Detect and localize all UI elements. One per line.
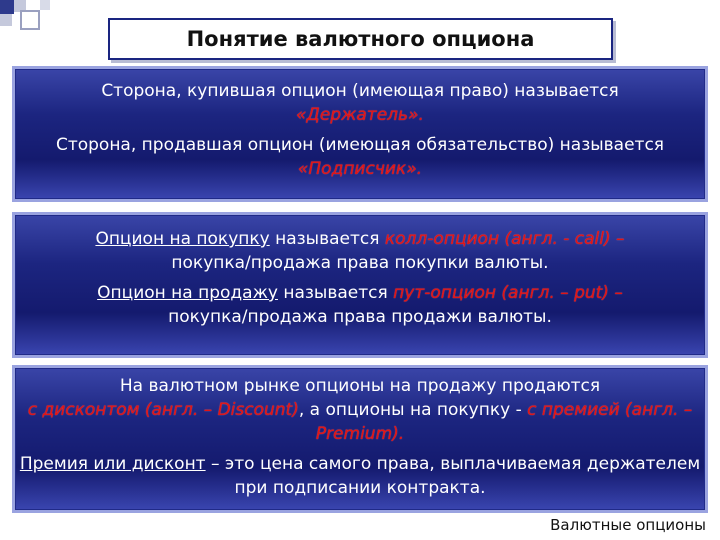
- premium-definition-text: – это цена самого права, выплачиваемая держателем при подписании контракта.: [211, 454, 701, 498]
- panel-call-put: [12, 212, 708, 358]
- writer-term: «Подписчик».: [297, 159, 423, 179]
- writer-definition: [15, 133, 705, 181]
- panel-holder-writer: [12, 66, 708, 202]
- put-term: пут-опцион (англ. – put) –: [393, 283, 623, 303]
- put-underlined: Опцион на продажу: [97, 283, 278, 303]
- panel-discount-premium: [12, 365, 708, 513]
- holder-term: «Держатель».: [296, 105, 424, 125]
- market-statement: [15, 374, 705, 446]
- put-text: называется: [283, 283, 388, 303]
- decor-square-light: [40, 0, 50, 10]
- call-underlined: Опцион на покупку: [95, 229, 270, 249]
- call-text: называется: [275, 229, 380, 249]
- writer-definition-text: Сторона, продавшая опцион (имеющая обязательство) называется: [55, 135, 665, 155]
- slide-title-box: [108, 18, 613, 60]
- premium-term: с премией (англ. – Premium).: [315, 400, 693, 444]
- decor-square-light: [0, 14, 12, 26]
- premium-underlined: Премия или дисконт: [19, 454, 206, 474]
- premium-definition: [15, 452, 705, 500]
- put-tail: покупка/продажа права продажи валюты.: [168, 307, 552, 327]
- call-term: колл-опцион (англ. - call) –: [384, 229, 625, 249]
- holder-definition: [15, 79, 705, 127]
- footer-label: Валютные опционы: [550, 516, 706, 534]
- holder-definition-text: Сторона, купившая опцион (имеющая право) называется: [101, 81, 619, 101]
- call-definition: [15, 227, 705, 275]
- market-mid-text: , а опционы на покупку -: [298, 400, 522, 420]
- call-tail: покупка/продажа права покупки валюты.: [171, 253, 549, 273]
- put-definition: [15, 281, 705, 329]
- discount-term: с дисконтом (англ. – Discount): [27, 400, 299, 420]
- decor-square-dark: [0, 0, 14, 14]
- slide-title: Понятие валютного опциона: [186, 27, 535, 51]
- decor-square-outline: [20, 10, 40, 30]
- market-text: На валютном рынке опционы на продажу продаются: [119, 376, 601, 396]
